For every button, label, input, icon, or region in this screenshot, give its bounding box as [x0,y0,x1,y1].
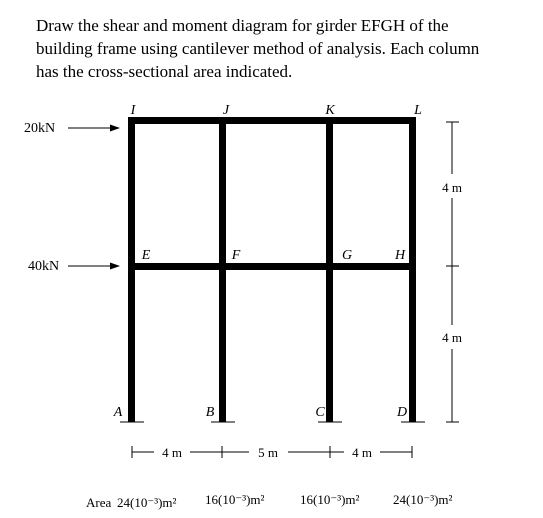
load-label-20kN: 20kN [24,121,56,136]
height-dimension [446,122,459,422]
load-label-40kN: 40kN [28,259,60,274]
floor-girder-EFGH [128,263,416,270]
area-column-A: 24(10⁻³)m² [117,495,177,510]
node-label-J: J [222,103,230,118]
node-label-C: C [315,405,325,420]
load-arrowhead-middle [110,263,120,270]
node-label-H: H [394,248,406,263]
node-label-A: A [113,405,123,420]
area-column-D: 24(10⁻³)m² [393,492,453,507]
load-arrowhead-top [110,125,120,132]
node-label-L: L [414,103,422,118]
bay-width-2: 5 m [258,445,278,460]
problem-line: Draw the shear and moment diagram for girder EFGH of the [36,16,449,35]
roof-girder-IJKL [128,117,416,124]
node-label-K: K [325,103,335,118]
node-label-E: E [141,248,151,263]
bay-width-1: 4 m [162,445,182,460]
node-label-B: B [205,405,215,420]
story-height-upper: 4 m [442,180,462,195]
area-column-B: 16(10⁻³)m² [205,492,265,507]
problem-line: has the cross-sectional area indicated. [36,62,293,81]
problem-line: building frame using cantilever method of analysis. Each column [36,39,480,58]
bay-width-3: 4 m [352,445,372,460]
area-prefix: Area [86,495,112,510]
node-label-F: F [231,248,241,263]
node-label-G: G [341,248,353,263]
area-column-C: 16(10⁻³)m² [300,492,360,507]
story-height-lower: 4 m [442,330,462,345]
node-label-D: D [396,405,408,420]
node-label-I: I [130,103,136,118]
